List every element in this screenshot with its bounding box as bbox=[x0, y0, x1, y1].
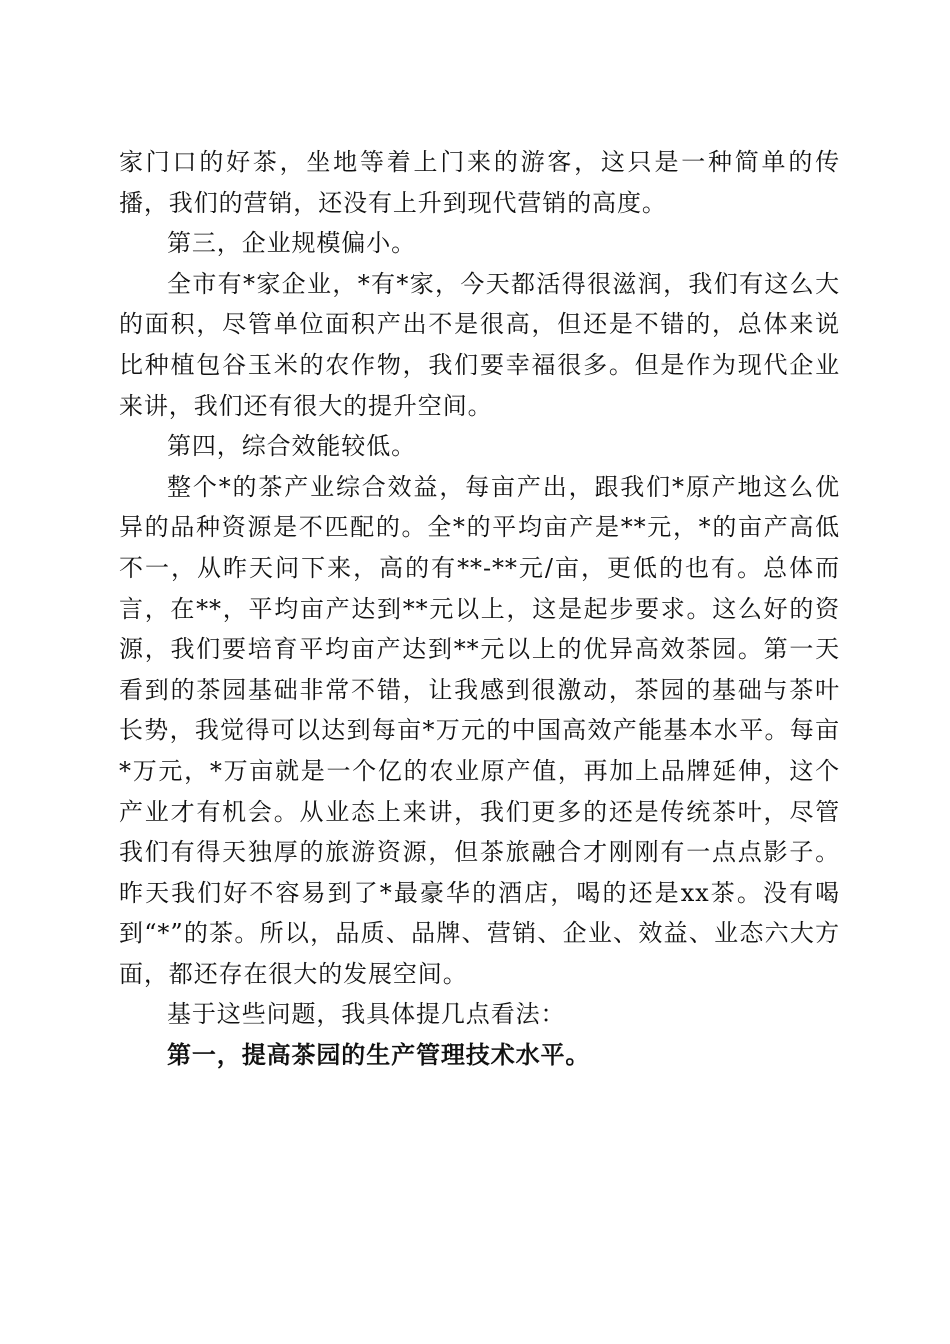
paragraph-enterprise-scale: 全市有*家企业，*有*家，今天都活得很滋润，我们有这么大的面积，尽管单位面积产出不是很高，但还是不错的，总体来说比种植包谷玉米的农作物，我们要幸福很多。但是作为现代企业来讲，我们还有很大的提升空间。 bbox=[119, 269, 840, 420]
heading-fourth-point: 第四，综合效能较低。 bbox=[167, 432, 416, 461]
paragraph-suggestions-intro: 基于这些问题，我具体提几点看法： bbox=[167, 1000, 566, 1029]
heading-third-point: 第三，企业规模偏小。 bbox=[167, 229, 416, 258]
paragraph-comprehensive-efficiency: 整个*的茶产业综合效益，每亩产出，跟我们*原产地这么优异的品种资源是不匹配的。全*的平均亩产是**元，*的亩产高低不一，从昨天问下来，高的有**-**元/亩，更低的也有。总体而言，在**，平均亩产达到**元以上，这是起步要求。这么好的资源，我们要培育平均亩产达到**元以上的优异高效茶园。第一天看到的茶园基础非常不错，让我感到很激动，茶园的基础与茶叶长势，我觉得可以达到每亩*万元的中国高效产能基本水平。每亩*万元，*万亩就是一个亿的农业原产值，再加上品牌延伸，这个产业才有机会。从业态上来讲，我们更多的还是传统茶叶，尽管我们有得天独厚的旅游资源，但茶旅融合才刚刚有一点点影子。昨天我们好不容易到了*最豪华的酒店，喝的还是xx茶。没有喝到“*”的茶。所以，品质、品牌、营销、企业、效益、业态六大方面，都还存在很大的发展空间。 bbox=[119, 472, 840, 988]
paragraph-marketing-continuation: 家门口的好茶，坐地等着上门来的游客，这只是一种简单的传播，我们的营销，还没有上升到现代营销的高度。 bbox=[119, 148, 840, 217]
heading-first-suggestion: 第一，提高茶园的生产管理技术水平。 bbox=[167, 1040, 591, 1070]
